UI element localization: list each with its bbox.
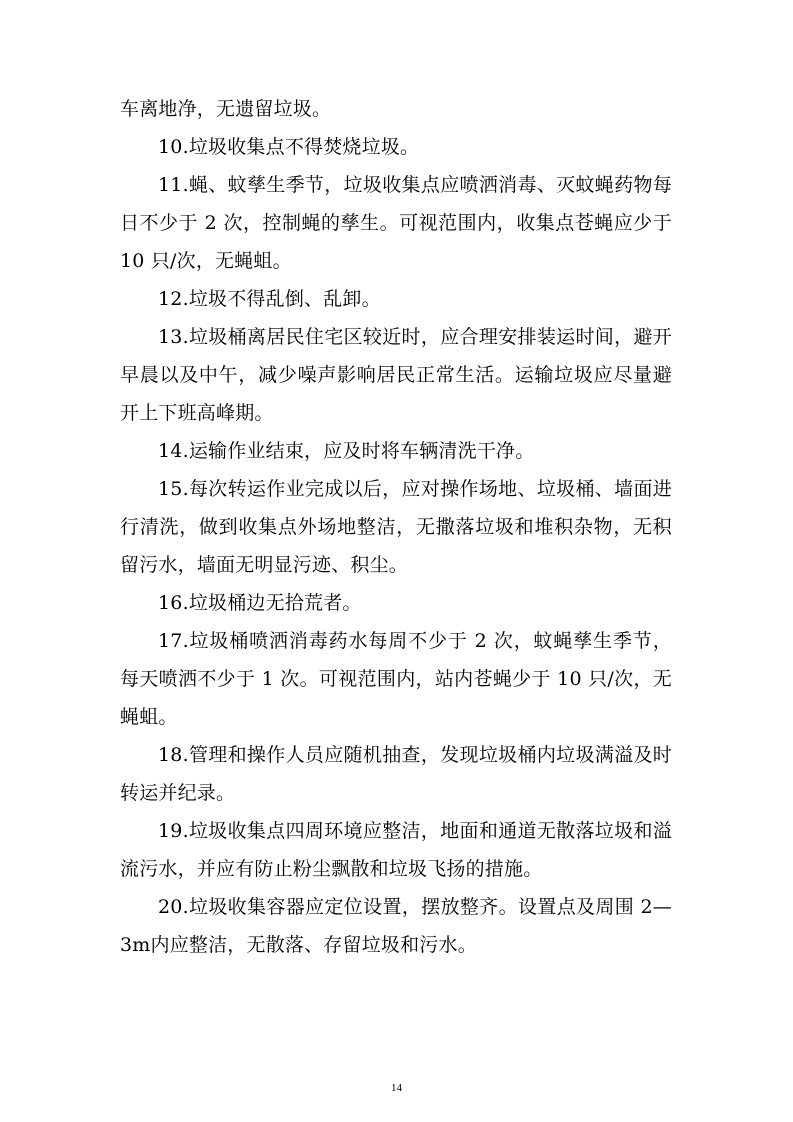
page-body (120, 90, 672, 964)
paragraph-item-20: 20.垃圾收集容器应定位设置，摆放整齐。设置点及周围 2—3m内应整洁，无散落、存留垃圾和污水。 (120, 896, 672, 956)
paragraph-item-16: 16.垃圾桶边无拾荒者。 (158, 592, 362, 614)
paragraph-continuation: 车离地净，无遗留垃圾。 (120, 98, 332, 120)
paragraph-item-17: 17.垃圾桶喷洒消毒药水每周不少于 2 次，蚊蝇孳生季节，每天喷洒不少于 1 次。可视范围内，站内苍蝇少于 10 只/次，无蝇蛆。 (120, 630, 672, 728)
paragraph-item-12: 12.垃圾不得乱倒、乱卸。 (158, 288, 381, 310)
paragraph-item-15: 15.每次转运作业完成以后，应对操作场地、垃圾桶、墙面进行清洗，做到收集点外场地整洁，无撒落垃圾和堆积杂物，无积留污水，墙面无明显污迹、积尘。 (120, 478, 672, 576)
paragraph-item-13: 13.垃圾桶离居民住宅区较近时，应合理安排装运时间，避开早晨以及中午，减少噪声影响居民正常生活。运输垃圾应尽量避开上下班高峰期。 (120, 326, 672, 424)
paragraph-item-18: 18.管理和操作人员应随机抽查，发现垃圾桶内垃圾满溢及时转运并纪录。 (120, 744, 672, 804)
paragraph-item-14: 14.运输作业结束，应及时将车辆清洗干净。 (158, 440, 535, 462)
page-number: 14 (391, 1082, 402, 1094)
paragraph-item-11: 11.蝇、蚊孳生季节，垃圾收集点应喷洒消毒、灭蚊蝇药物每日不少于 2 次，控制蝇的孳生。可视范围内，收集点苍蝇应少于 10 只/次，无蝇蛆。 (120, 174, 672, 272)
paragraph-item-10: 10.垃圾收集点不得焚烧垃圾。 (158, 136, 420, 158)
paragraph-item-19: 19.垃圾收集点四周环境应整洁，地面和通道无散落垃圾和溢流污水，并应有防止粉尘飘散和垃圾飞扬的措施。 (120, 820, 672, 880)
